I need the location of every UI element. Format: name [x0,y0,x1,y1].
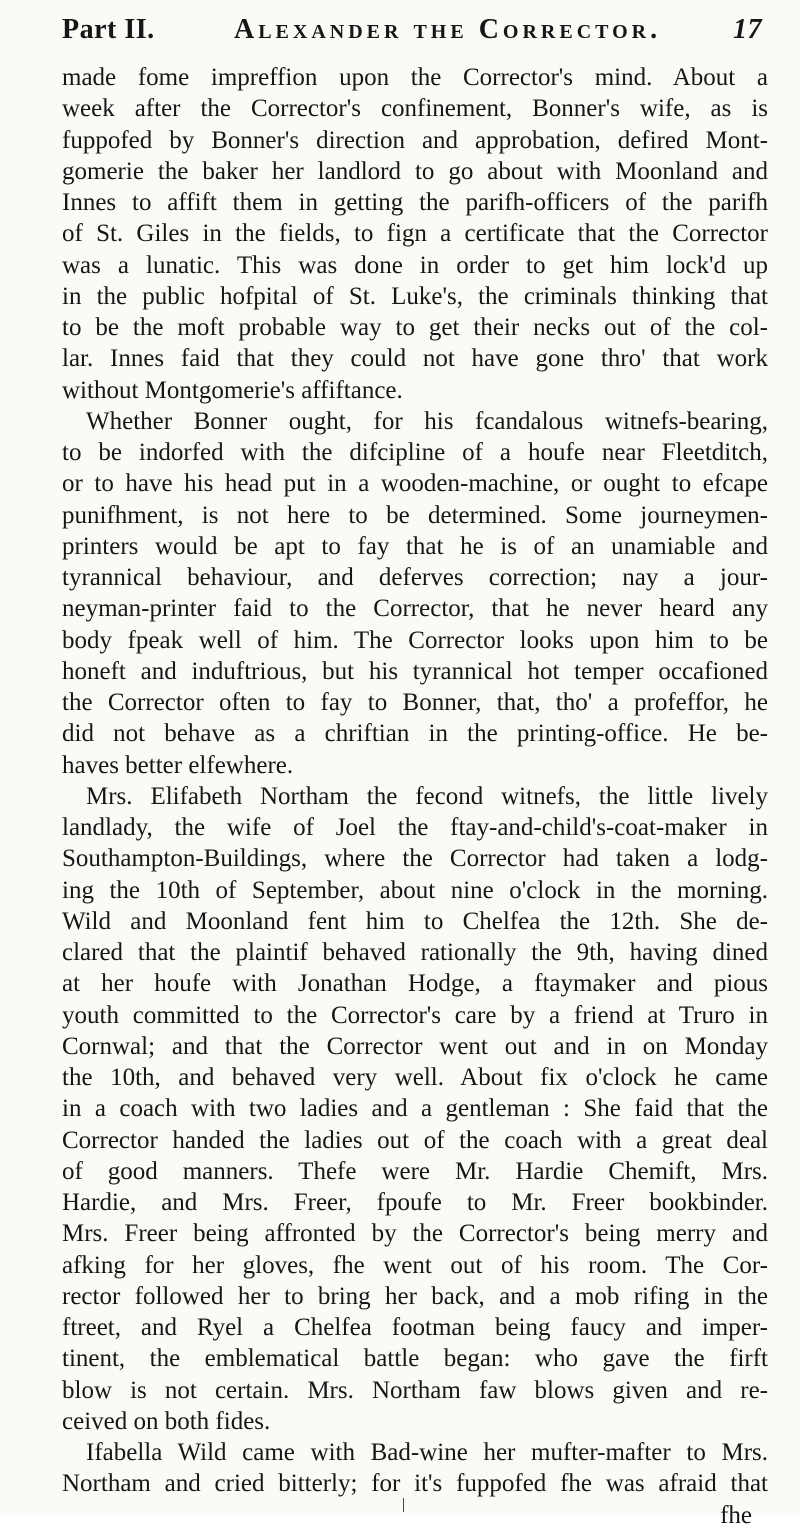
text-line: ing the 10th of September, about nine o'clock in the morning. [62,876,768,904]
text-line: to be the moft probable way to get their necks out of the col- [62,314,768,341]
text-line: without Montgomerie's affiftance. [62,376,403,404]
text-line: Corrector handed the ladies out of the coach with a great deal [62,1126,768,1154]
text-line: honeft and induftrious, but his tyrannical hot temper occafioned [62,657,768,685]
running-title: Alexander the Corrector. [234,14,662,45]
text-line: afking for her gloves, fhe went out of his room. The Cor- [62,1251,768,1279]
text-line: was a lunatic. This was done in order to get him lock'd up [62,251,768,279]
text-line: gomerie the baker her landlord to go about with Moonland and [62,157,768,185]
text-line: or to have his head put in a wooden-machine, or ought to efcape [62,470,768,498]
text-line: Mrs. Freer being affronted by the Corrector's being merry and [62,1220,768,1248]
text-line: punifhment, is not here to be determined. Some journeymen- [62,501,768,529]
text-line: Hardie, and Mrs. Freer, fpoufe to Mr. Freer bookbinder. [62,1189,768,1216]
text-line: week after the Corrector's confinement, Bonner's wife, as is [62,95,768,123]
text-line: Northam and cried bitterly; for it's fuppofed fhe was afraid that [62,1470,768,1498]
text-line: Ifabella Wild came with Bad-wine her mufter-mafter to Mrs. [86,1439,768,1466]
running-head [62,14,762,54]
text-line: the Corrector often to fay to Bonner, that, tho' a profeffor, he [62,689,768,716]
text-line: rector followed her to bring her back, and a mob rifing in the [62,1282,768,1310]
text-line: clared that the plaintif behaved rationally the 9th, having dined [62,939,768,966]
text-line: ceived on both fides. [62,1407,271,1435]
text-line: Cornwal; and that the Corrector went out and in on Monday [62,1032,768,1060]
text-line: Innes to affift them in getting the parifh-officers of the parifh [62,189,768,216]
text-line: the 10th, and behaved very well. About fix o'clock he came [62,1064,768,1091]
text-line: to be indorfed with the difcipline of a houfe near Fleetditch, [62,439,768,466]
text-line: youth committed to the Corrector's care by a friend at Truro in [62,1001,768,1029]
text-line: landlady, the wife of Joel the ftay-and-child's-coat-maker in [62,814,768,841]
text-line: Wild and Moonland fent him to Chelfea the 12th. She de- [62,907,768,935]
part-label: Part II. [62,14,155,45]
text-line: in a coach with two ladies and a gentleman : She faid that the [62,1095,768,1123]
catchword: fhe [720,1501,752,1529]
print-mark [403,1498,404,1512]
text-line: body fpeak well of him. The Corrector looks upon him to be [62,626,768,654]
text-line: Whether Bonner ought, for his fcandalous witnefs-bearing, [86,407,768,435]
text-line: Southampton-Buildings, where the Corrector had taken a lodg- [62,845,768,873]
text-line: in the public hofpital of St. Luke's, the criminals thinking that [62,282,768,310]
text-line: neyman-printer faid to the Corrector, that he never heard any [62,595,768,623]
text-line: did not behave as a chriftian in the printing-office. He be- [62,720,768,748]
text-line: of St. Giles in the fields, to fign a certificate that the Corrector [62,220,768,248]
text-line: at her houfe with Jonathan Hodge, a ftaymaker and pious [62,970,768,998]
page-number: 17 [733,14,762,45]
text-line: tinent, the emblematical battle began: who gave the firft [62,1345,768,1373]
text-line: tyrannical behaviour, and deferves correction; nay a jour- [62,564,768,591]
text-line: of good manners. Thefe were Mr. Hardie Chemift, Mrs. [62,1157,768,1185]
text-line: fuppofed by Bonner's direction and approbation, defired Mont- [62,126,768,154]
text-line: Mrs. Elifabeth Northam the fecond witnefs, the little lively [86,782,768,810]
text-line: ftreet, and Ryel a Chelfea footman being faucy and imper- [62,1314,768,1341]
text-line: made fome impreffion upon the Corrector's mind. About a [62,64,768,91]
body-text [62,62,768,1531]
text-line: blow is not certain. Mrs. Northam faw blows given and re- [62,1376,768,1404]
text-line: printers would be apt to fay that he is of an unamiable and [62,532,768,560]
text-line: haves better elfewhere. [62,751,294,779]
text-line: lar. Innes faid that they could not have gone thro' that work [62,345,768,373]
